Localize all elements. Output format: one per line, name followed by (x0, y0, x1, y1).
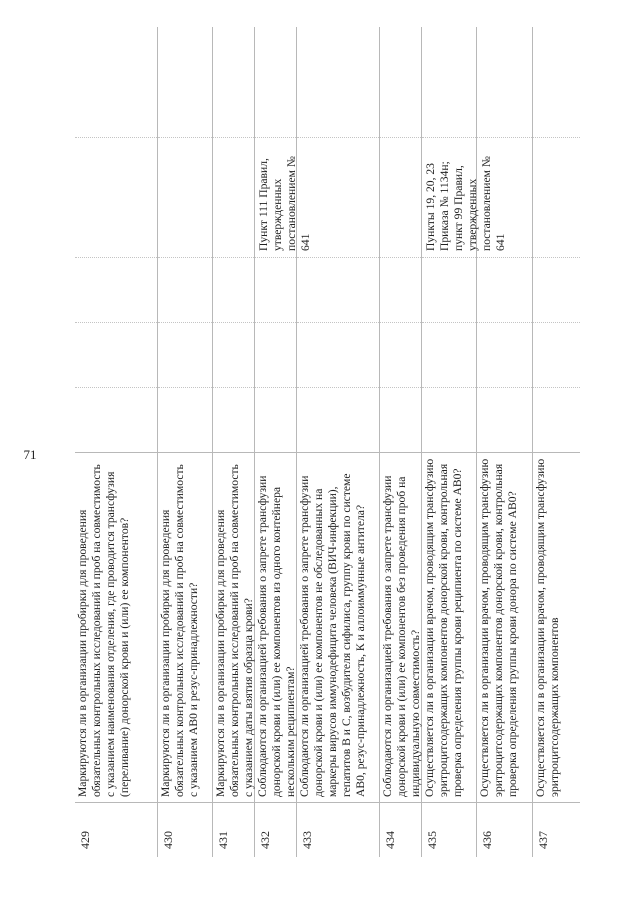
remarks-cell (213, 27, 254, 137)
question-text: Соблюдаются ли организацией требования о запрете трансфузии донорской крови и (или) ее компонентов без проведения проб на индивидуальную совместимость? (380, 452, 421, 802)
question-text: Маркируются ли в организации пробирки для проведения обязательных контрольных исследований и проб на совместимость с указанием даты взятия образца крови? (213, 452, 254, 802)
answer-yes-cell (75, 387, 157, 452)
answer-na-cell (380, 257, 421, 322)
answer-na-cell (533, 257, 580, 322)
question-text: Осуществляется ли в организации врачом, проводящим трансфузию эритроцитсодержащих компонентов донорской крови, контрольная проверка определения группы крови реципиента по системе АВ0? (422, 452, 476, 802)
table-row (213, 27, 255, 857)
row-number: 430 (158, 802, 212, 857)
remarks-cell (158, 27, 212, 137)
answer-yes-cell (158, 387, 212, 452)
row-number: 436 (477, 802, 532, 857)
remarks-cell (422, 27, 476, 137)
legal-reference (158, 137, 212, 257)
legal-reference: Пункты 19, 20, 23 Приказа № 1134н; пункт 99 Правил, утвержденных постановлением № 641 (422, 137, 476, 257)
question-text: Осуществляется ли в организации врачом, проводящим трансфузию эритроцитсодержащих компонентов донорской крови, контрольная проверка определения группы крови донора по системе АВ0? (477, 452, 532, 802)
row-number: 433 (297, 802, 379, 857)
legal-reference: Пункт 111 Правил, утвержденных постановлением № 641 (255, 137, 296, 257)
row-number: 434 (380, 802, 421, 857)
question-text: Маркируются ли в организации пробирки для проведения обязательных контрольных исследований и проб на совместимость с указанием наименования отделения, где проводится трансфузия (переливание) донорской крови и (или) ее компонентов? (75, 452, 157, 802)
answer-yes-cell (533, 387, 580, 452)
remarks-cell (380, 27, 421, 137)
remarks-cell (297, 27, 379, 137)
answer-na-cell (75, 257, 157, 322)
table-row (380, 27, 422, 857)
table-row (533, 27, 580, 857)
answer-no-cell (255, 322, 296, 387)
legal-reference (297, 137, 379, 257)
page-number: 71 (23, 447, 37, 462)
question-text: Маркируются ли в организации пробирки для проведения обязательных контрольных исследований и проб на совместимость с указанием АВ0 и резус-принадлежности? (158, 452, 212, 802)
answer-no-cell (213, 322, 254, 387)
answer-yes-cell (255, 387, 296, 452)
table-body (75, 27, 580, 857)
question-text: Осуществляется ли в организации врачом, проводящим трансфузию эритроцитсодержащих компонентов (533, 452, 580, 802)
answer-na-cell (255, 257, 296, 322)
answer-yes-cell (422, 387, 476, 452)
answer-na-cell (213, 257, 254, 322)
row-number: 429 (75, 802, 157, 857)
answer-na-cell (158, 257, 212, 322)
answer-no-cell (297, 322, 379, 387)
answer-yes-cell (297, 387, 379, 452)
answer-no-cell (422, 322, 476, 387)
answer-yes-cell (213, 387, 254, 452)
legal-reference (213, 137, 254, 257)
answer-no-cell (477, 322, 532, 387)
legal-reference (477, 137, 532, 257)
question-text: Соблюдаются ли организацией требования о запрете трансфузии донорской крови и (или) ее компонентов из одного контейнера нескольким реципиентам? (255, 452, 296, 802)
remarks-cell (477, 27, 532, 137)
remarks-cell (255, 27, 296, 137)
answer-yes-cell (380, 387, 421, 452)
answer-no-cell (380, 322, 421, 387)
answer-no-cell (158, 322, 212, 387)
table-row (477, 27, 533, 857)
checklist-table (75, 27, 580, 857)
row-number: 431 (213, 802, 254, 857)
row-number: 435 (422, 802, 476, 857)
table-row (297, 27, 380, 857)
table-row (158, 27, 213, 857)
legal-reference (380, 137, 421, 257)
answer-yes-cell (477, 387, 532, 452)
answer-na-cell (422, 257, 476, 322)
answer-na-cell (477, 257, 532, 322)
row-number: 437 (533, 802, 580, 857)
legal-reference (533, 137, 580, 257)
remarks-cell (533, 27, 580, 137)
answer-no-cell (75, 322, 157, 387)
answer-na-cell (297, 257, 379, 322)
legal-reference (75, 137, 157, 257)
question-text: Соблюдаются ли организацией требования о запрете трансфузии донорской крови и (или) ее компонентов не обследованных на маркеры вирусов иммунодефицита человека (ВИЧ-инфекции), гепатитов В и С, возбудителя сифилиса, группу крови по системе АВ0, резус-принадлежность, К и аллоиммунные антитела? (297, 452, 379, 802)
table-row (75, 27, 158, 857)
answer-no-cell (533, 322, 580, 387)
remarks-cell (75, 27, 157, 137)
row-number: 432 (255, 802, 296, 857)
